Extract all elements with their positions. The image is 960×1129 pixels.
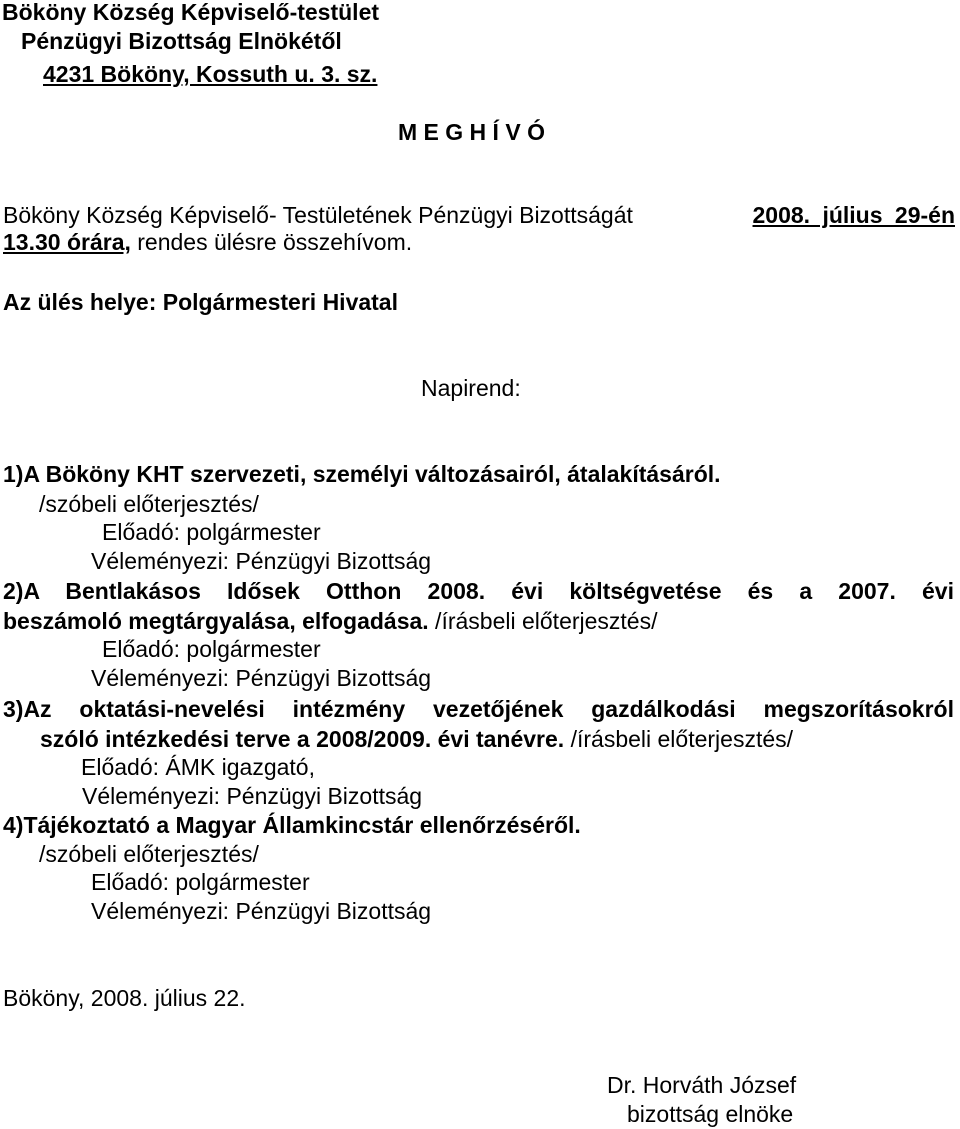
agenda-item-1-mode: /szóbeli előterjesztés/ — [39, 491, 259, 517]
agenda-item-4-title: 4)Tájékoztató a Magyar Államkincstár ellenőrzéséről. — [3, 812, 581, 838]
agenda-item-1-presenter: Előadó: polgármester — [102, 519, 321, 545]
venue: Az ülés helye: Polgármesteri Hivatal — [3, 289, 398, 315]
agenda-item-3-mode: /írásbeli előterjesztés/ — [564, 726, 794, 752]
signatory-role: bizottság elnöke — [627, 1101, 794, 1127]
meeting-time: 13.30 órára, — [3, 229, 131, 255]
agenda-item-2-title-line-1: 2)A Bentlakásos Idősek Otthon 2008. évi költségvetése és a 2007. évi — [3, 578, 954, 604]
intro-line-1 — [3, 200, 955, 230]
sender-line-1: Bököny Község Képviselő-testület — [2, 0, 380, 25]
agenda-item-4-presenter: Előadó: polgármester — [91, 869, 310, 895]
agenda-item-4-mode: /szóbeli előterjesztés/ — [39, 841, 259, 867]
agenda-item-2-mode: /írásbeli előterjesztés/ — [428, 608, 658, 634]
agenda-item-2-reviewer: Véleményezi: Pénzügyi Bizottság — [91, 665, 432, 691]
signatory-name: Dr. Horváth József — [607, 1072, 797, 1098]
agenda-item-3-title-line-2: szóló intézkedési terve a 2008/2009. évi tanévre. — [40, 726, 565, 752]
intro-line-2 — [3, 227, 412, 257]
document-title: M E G H Í V Ó — [398, 119, 545, 145]
agenda-item-3-line-2 — [40, 724, 793, 754]
agenda-item-3-title-line-1: 3)Az oktatási-nevelési intézmény vezetőjének gazdálkodási megszorításokról — [3, 696, 954, 722]
intro-text: Bököny Község Képviselő- Testületének Pénzügyi Bizottságát — [3, 202, 633, 228]
agenda-item-2-title-line-2: beszámoló megtárgyalása, elfogadása. — [3, 608, 429, 634]
intro-text-2: rendes ülésre összehívom. — [130, 229, 413, 255]
agenda-item-1-title: 1)A Bököny KHT szervezeti, személyi változásairól, átalakításáról. — [3, 461, 721, 487]
agenda-item-4-reviewer: Véleményezi: Pénzügyi Bizottság — [91, 898, 432, 924]
agenda-item-3-presenter: Előadó: ÁMK igazgató, — [81, 754, 315, 780]
agenda-heading: Napirend: — [421, 375, 521, 401]
sender-address: 4231 Bököny, Kossuth u. 3. sz. — [43, 61, 378, 87]
place-and-date: Bököny, 2008. július 22. — [3, 985, 246, 1011]
agenda-item-1-reviewer: Véleményezi: Pénzügyi Bizottság — [91, 548, 432, 574]
agenda-item-2-line-2 — [3, 606, 658, 636]
meeting-date: 2008. július 29-én — [752, 202, 955, 228]
sender-line-2: Pénzügyi Bizottság Elnökétől — [21, 28, 342, 54]
agenda-item-2-presenter: Előadó: polgármester — [102, 636, 321, 662]
agenda-item-3-reviewer: Véleményezi: Pénzügyi Bizottság — [82, 783, 423, 809]
